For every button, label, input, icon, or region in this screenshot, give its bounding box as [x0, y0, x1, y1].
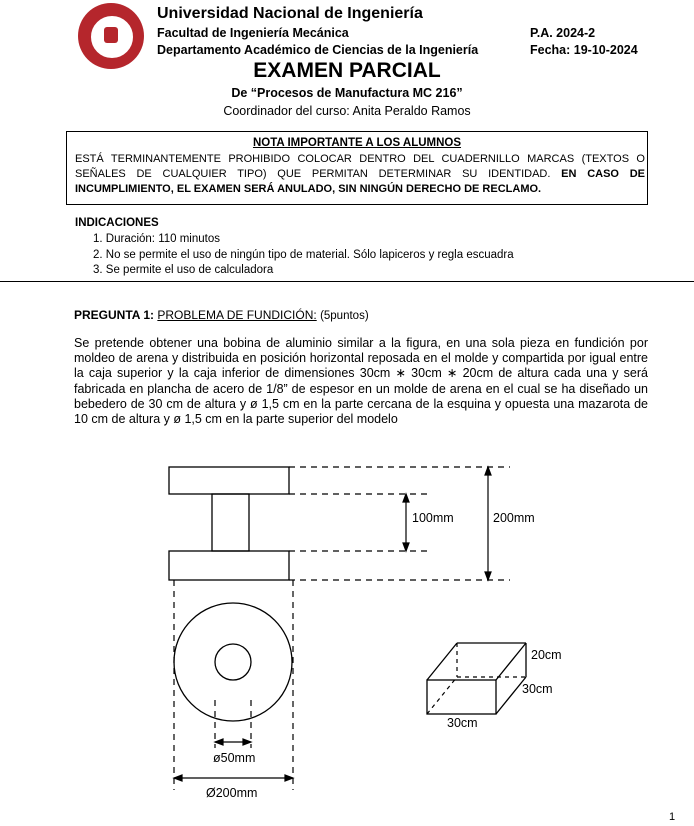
spool-outer-circle: [174, 603, 292, 721]
instructions-title: INDICACIONES: [75, 217, 159, 229]
department-name: Departamento Académico de Ciencias de la Ingeniería: [157, 43, 479, 57]
dimension-diameter-200: Ø200mm: [206, 786, 258, 800]
instruction-item: 3. Se permite el uso de calculadora: [93, 264, 274, 276]
instruction-item: 1. Duración: 110 minutos: [93, 233, 220, 245]
academic-period: P.A. 2024-2: [530, 26, 596, 40]
instruction-item: 2. No se permite el uso de ningún tipo de material. Sólo lapiceros y regla escuadra: [93, 249, 514, 261]
box-front-face: [427, 680, 496, 714]
spool-side-view: [169, 467, 289, 580]
spool-inner-circle: [215, 644, 251, 680]
box-height-label: 20cm: [531, 648, 562, 662]
faculty-name: Facultad de Ingeniería Mecánica: [157, 26, 349, 40]
spool-hub: [212, 494, 249, 551]
dimension-diameter-50: ø50mm: [213, 751, 256, 765]
exam-date: Fecha: 19-10-2024: [530, 43, 638, 57]
course-coordinator: Coordinador del curso: Anita Peraldo Ramos: [223, 104, 471, 118]
notice-warning: EN CASO DE INCUMPLIMIENTO, EL EXAMEN SERÁ ANULADO, SIN NINGÚN DERECHO DE RECLAMO.: [75, 168, 645, 195]
notice-text: ESTÁ TERMINANTEMENTE PROHIBIDO COLOCAR DENTRO DEL CUADERNILLO MARCAS (TEXTOS O SEÑALES DE CUALQUIER TIPO) QUE PERMITAN DETERMINAR SU IDENTIDAD.: [75, 153, 645, 180]
question-label: PREGUNTA 1:: [74, 308, 155, 322]
spool-top-flange: [169, 467, 289, 494]
dimension-100mm: 100mm: [412, 511, 454, 525]
question-topic: PROBLEMA DE FUNDICIÓN:: [157, 308, 317, 322]
university-name: Universidad Nacional de Ingeniería: [157, 5, 423, 22]
notice-title: NOTA IMPORTANTE A LOS ALUMNOS: [252, 137, 462, 149]
box-hidden-edges: [427, 643, 526, 714]
mold-box: [427, 643, 526, 714]
question-points: (5puntos): [320, 310, 369, 322]
question-body: Se pretende obtener una bobina de aluminio similar a la figura, en una sola pieza en fundición por moldeo de arena y distribuida en posición horizontal reposada en el molde y compartida por igual entre la caja superior y la caja inferior de dimensiones 30cm ∗ 30cm ∗ 20cm de altura cada una y será fabricada en plancha de acero de 1/8” de espesor en un molde de arena en el cual se ha diseñado un bebedero de 30 cm de altura y ø 1,5 cm en la parte cercana de la esquina y opuesta una mazarota de 10 cm de altura y ø 1,5 cm en la parte superior del modelo: [74, 336, 648, 427]
spool-bottom-flange: [169, 551, 289, 580]
dimension-200mm: 200mm: [493, 511, 535, 525]
page-number: 1: [669, 811, 676, 823]
spool-front-view: [174, 603, 292, 721]
course-name: De “Procesos de Manufactura MC 216”: [231, 86, 463, 100]
exam-title: EXAMEN PARCIAL: [253, 59, 441, 82]
box-width-label: 30cm: [447, 716, 478, 730]
box-depth-label: 30cm: [522, 682, 553, 696]
